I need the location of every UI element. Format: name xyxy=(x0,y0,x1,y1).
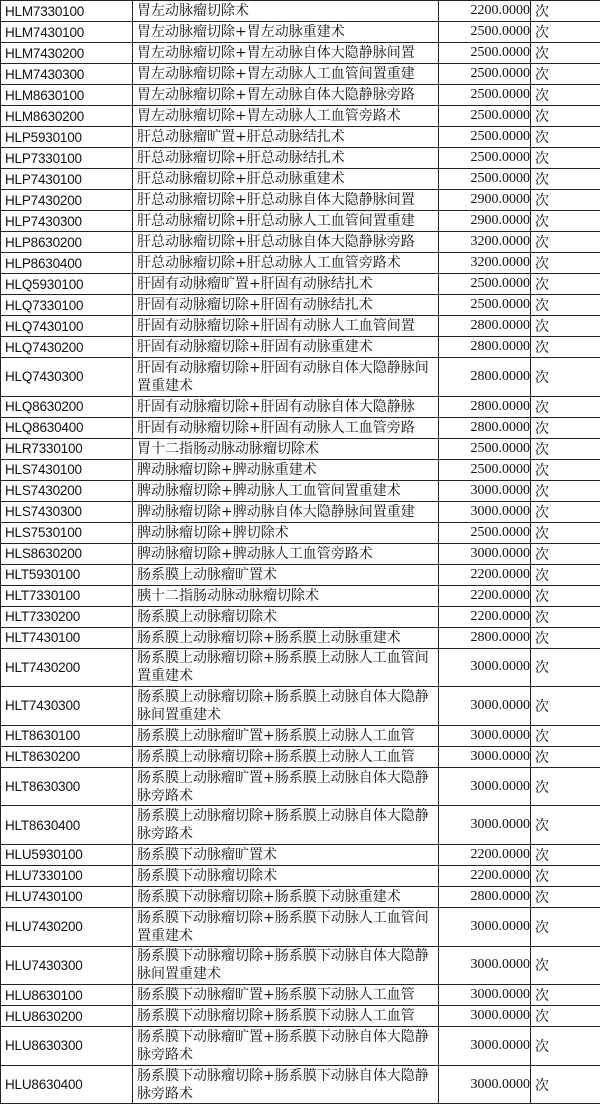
table-row xyxy=(1,907,600,946)
item-price-cell: 2200.0000 xyxy=(439,606,531,627)
item-name-cell: 肠系膜上动脉瘤切除+肠系膜上动脉重建术 xyxy=(133,627,439,648)
item-code-cell: HLP7430200 xyxy=(1,190,133,211)
item-unit-cell: 次 xyxy=(531,190,600,211)
table-row xyxy=(1,627,600,648)
item-name-cell: 胃左动脉瘤切除+胃左动脉重建术 xyxy=(133,22,439,43)
item-name-cell: 肠系膜上动脉瘤切除+肠系膜上动脉人工血管间置重建术 xyxy=(133,648,439,687)
table-row xyxy=(1,253,600,274)
item-unit-cell: 次 xyxy=(531,396,600,417)
item-price-cell: 2200.0000 xyxy=(439,844,531,865)
item-unit-cell: 次 xyxy=(531,585,600,606)
item-unit-cell: 次 xyxy=(531,1006,600,1027)
item-unit-cell: 次 xyxy=(531,1,600,22)
table-row xyxy=(1,480,600,501)
item-unit-cell: 次 xyxy=(531,746,600,767)
item-unit-cell: 次 xyxy=(531,211,600,232)
table-row xyxy=(1,501,600,522)
table-row xyxy=(1,844,600,865)
item-unit-cell: 次 xyxy=(531,946,600,985)
item-unit-cell: 次 xyxy=(531,253,600,274)
item-code-cell: HLP7330100 xyxy=(1,148,133,169)
item-code-cell: HLT7430200 xyxy=(1,648,133,687)
table-row xyxy=(1,459,600,480)
item-name-cell: 脾动脉瘤切除+脾动脉人工血管旁路术 xyxy=(133,543,439,564)
item-price-cell: 3000.0000 xyxy=(439,480,531,501)
item-code-cell: HLU8630300 xyxy=(1,1027,133,1066)
item-code-cell: HLQ7430200 xyxy=(1,337,133,358)
item-code-cell: HLT8630300 xyxy=(1,767,133,806)
item-name-cell: 胰十二指肠动脉动脉瘤切除术 xyxy=(133,585,439,606)
item-price-cell: 2500.0000 xyxy=(439,459,531,480)
table-row xyxy=(1,396,600,417)
item-name-cell: 胃左动脉瘤切除术 xyxy=(133,1,439,22)
item-price-cell: 3000.0000 xyxy=(439,907,531,946)
item-unit-cell: 次 xyxy=(531,85,600,106)
item-unit-cell: 次 xyxy=(531,106,600,127)
item-code-cell: HLS7530100 xyxy=(1,522,133,543)
item-code-cell: HLQ7430300 xyxy=(1,358,133,397)
item-unit-cell: 次 xyxy=(531,767,600,806)
item-code-cell: HLP7430300 xyxy=(1,211,133,232)
table-row xyxy=(1,211,600,232)
table-row xyxy=(1,438,600,459)
item-price-cell: 2500.0000 xyxy=(439,438,531,459)
item-name-cell: 肠系膜下动脉瘤旷置术 xyxy=(133,844,439,865)
table-row xyxy=(1,22,600,43)
table-row xyxy=(1,687,600,726)
item-price-cell: 2500.0000 xyxy=(439,274,531,295)
table-row xyxy=(1,1,600,22)
item-code-cell: HLM7430100 xyxy=(1,22,133,43)
item-unit-cell: 次 xyxy=(531,64,600,85)
item-name-cell: 肠系膜下动脉瘤切除+肠系膜下动脉重建术 xyxy=(133,886,439,907)
item-unit-cell: 次 xyxy=(531,358,600,397)
item-name-cell: 肝固有动脉瘤切除+肝固有动脉人工血管间置 xyxy=(133,316,439,337)
item-name-cell: 肝固有动脉瘤切除+肝固有动脉人工血管旁路 xyxy=(133,417,439,438)
item-price-cell: 2500.0000 xyxy=(439,522,531,543)
item-unit-cell: 次 xyxy=(531,480,600,501)
table-row xyxy=(1,543,600,564)
item-name-cell: 肠系膜下动脉瘤旷置+肠系膜下动脉人工血管 xyxy=(133,985,439,1006)
item-price-cell: 3000.0000 xyxy=(439,725,531,746)
item-name-cell: 肠系膜上动脉瘤旷置+肠系膜上动脉自体大隐静脉旁路术 xyxy=(133,767,439,806)
item-name-cell: 肠系膜上动脉瘤切除+肠系膜上动脉人工血管 xyxy=(133,746,439,767)
item-name-cell: 胃左动脉瘤切除+胃左动脉自体大隐静脉间置 xyxy=(133,43,439,64)
item-price-cell: 3200.0000 xyxy=(439,253,531,274)
item-price-cell: 2800.0000 xyxy=(439,316,531,337)
item-price-cell: 2800.0000 xyxy=(439,886,531,907)
item-name-cell: 肠系膜上动脉瘤旷置+肠系膜上动脉人工血管 xyxy=(133,725,439,746)
item-name-cell: 肝总动脉瘤切除+肝总动脉重建术 xyxy=(133,169,439,190)
item-name-cell: 脾动脉瘤切除+脾切除术 xyxy=(133,522,439,543)
item-unit-cell: 次 xyxy=(531,564,600,585)
table-row xyxy=(1,746,600,767)
item-name-cell: 肠系膜上动脉瘤旷置术 xyxy=(133,564,439,585)
item-name-cell: 脾动脉瘤切除+脾动脉自体大隐静脉间置重建 xyxy=(133,501,439,522)
item-price-cell: 3000.0000 xyxy=(439,946,531,985)
table-row xyxy=(1,946,600,985)
item-code-cell: HLM8630200 xyxy=(1,106,133,127)
item-name-cell: 肝固有动脉瘤切除+肝固有动脉自体大隐静脉间置重建术 xyxy=(133,358,439,397)
item-price-cell: 3000.0000 xyxy=(439,1065,531,1104)
item-unit-cell: 次 xyxy=(531,687,600,726)
table-row xyxy=(1,190,600,211)
table-row xyxy=(1,585,600,606)
item-price-cell: 2500.0000 xyxy=(439,148,531,169)
item-unit-cell: 次 xyxy=(531,522,600,543)
item-price-cell: 3000.0000 xyxy=(439,648,531,687)
item-name-cell: 肠系膜下动脉瘤切除术 xyxy=(133,865,439,886)
item-price-cell: 2900.0000 xyxy=(439,190,531,211)
item-price-cell: 2500.0000 xyxy=(439,169,531,190)
item-name-cell: 肝总动脉瘤切除+肝总动脉自体大隐静脉旁路 xyxy=(133,232,439,253)
item-code-cell: HLS8630200 xyxy=(1,543,133,564)
item-code-cell: HLP8630200 xyxy=(1,232,133,253)
item-code-cell: HLM8630100 xyxy=(1,85,133,106)
item-code-cell: HLU8630200 xyxy=(1,1006,133,1027)
item-unit-cell: 次 xyxy=(531,295,600,316)
table-row xyxy=(1,232,600,253)
item-price-cell: 2500.0000 xyxy=(439,106,531,127)
item-code-cell: HLS7430100 xyxy=(1,459,133,480)
item-name-cell: 肠系膜上动脉瘤切除+肠系膜上动脉自体大隐静脉间置重建术 xyxy=(133,687,439,726)
item-unit-cell: 次 xyxy=(531,438,600,459)
item-price-cell: 2500.0000 xyxy=(439,295,531,316)
item-unit-cell: 次 xyxy=(531,606,600,627)
table-row xyxy=(1,85,600,106)
item-name-cell: 肠系膜下动脉瘤旷置+肠系膜下动脉自体大隐静脉旁路术 xyxy=(133,1027,439,1066)
table-row xyxy=(1,725,600,746)
table-row xyxy=(1,886,600,907)
item-unit-cell: 次 xyxy=(531,501,600,522)
table-row xyxy=(1,564,600,585)
item-name-cell: 肝总动脉瘤切除+肝总动脉结扎术 xyxy=(133,148,439,169)
item-unit-cell: 次 xyxy=(531,806,600,845)
item-code-cell: HLT7430300 xyxy=(1,687,133,726)
item-name-cell: 肝总动脉瘤切除+肝总动脉自体大隐静脉间置 xyxy=(133,190,439,211)
item-code-cell: HLQ7430100 xyxy=(1,316,133,337)
table-row xyxy=(1,648,600,687)
item-price-cell: 3000.0000 xyxy=(439,767,531,806)
item-price-cell: 2800.0000 xyxy=(439,337,531,358)
item-code-cell: HLU8630100 xyxy=(1,985,133,1006)
table-row xyxy=(1,417,600,438)
item-code-cell: HLP5930100 xyxy=(1,127,133,148)
table-row xyxy=(1,606,600,627)
item-code-cell: HLT7430100 xyxy=(1,627,133,648)
item-price-cell: 3000.0000 xyxy=(439,501,531,522)
item-name-cell: 胃十二指肠动脉动脉瘤切除术 xyxy=(133,438,439,459)
item-unit-cell: 次 xyxy=(531,337,600,358)
item-price-cell: 2500.0000 xyxy=(439,43,531,64)
item-code-cell: HLQ8630200 xyxy=(1,396,133,417)
item-name-cell: 肠系膜下动脉瘤切除+肠系膜下动脉人工血管 xyxy=(133,1006,439,1027)
item-code-cell: HLU8630400 xyxy=(1,1065,133,1104)
item-price-cell: 2800.0000 xyxy=(439,627,531,648)
item-code-cell: HLT5930100 xyxy=(1,564,133,585)
item-price-cell: 2800.0000 xyxy=(439,417,531,438)
item-price-cell: 2800.0000 xyxy=(439,396,531,417)
item-code-cell: HLP8630400 xyxy=(1,253,133,274)
item-code-cell: HLM7330100 xyxy=(1,1,133,22)
table-row xyxy=(1,106,600,127)
item-name-cell: 肠系膜上动脉瘤切除术 xyxy=(133,606,439,627)
item-code-cell: HLS7430300 xyxy=(1,501,133,522)
item-name-cell: 脾动脉瘤切除+脾动脉人工血管间置重建术 xyxy=(133,480,439,501)
item-unit-cell: 次 xyxy=(531,459,600,480)
table-row xyxy=(1,865,600,886)
table-row xyxy=(1,64,600,85)
item-name-cell: 肝固有动脉瘤切除+肝固有动脉重建术 xyxy=(133,337,439,358)
item-unit-cell: 次 xyxy=(531,1027,600,1066)
table-row xyxy=(1,985,600,1006)
item-price-cell: 2800.0000 xyxy=(439,358,531,397)
table-row xyxy=(1,767,600,806)
table-row xyxy=(1,43,600,64)
item-unit-cell: 次 xyxy=(531,627,600,648)
item-name-cell: 肠系膜下动脉瘤切除+肠系膜下动脉自体大隐静脉旁路术 xyxy=(133,1065,439,1104)
item-price-cell: 2500.0000 xyxy=(439,22,531,43)
item-code-cell: HLQ7330100 xyxy=(1,295,133,316)
item-price-cell: 2500.0000 xyxy=(439,127,531,148)
item-price-cell: 3200.0000 xyxy=(439,232,531,253)
item-code-cell: HLU7430200 xyxy=(1,907,133,946)
item-code-cell: HLT8630200 xyxy=(1,746,133,767)
table-row xyxy=(1,358,600,397)
item-code-cell: HLT7330100 xyxy=(1,585,133,606)
table-row xyxy=(1,806,600,845)
item-unit-cell: 次 xyxy=(531,844,600,865)
fee-table-body xyxy=(1,1,600,1104)
table-row xyxy=(1,127,600,148)
item-unit-cell: 次 xyxy=(531,127,600,148)
item-unit-cell: 次 xyxy=(531,725,600,746)
item-price-cell: 3000.0000 xyxy=(439,1006,531,1027)
item-unit-cell: 次 xyxy=(531,232,600,253)
item-price-cell: 3000.0000 xyxy=(439,543,531,564)
item-code-cell: HLU7430300 xyxy=(1,946,133,985)
item-price-cell: 2200.0000 xyxy=(439,1,531,22)
item-unit-cell: 次 xyxy=(531,22,600,43)
item-price-cell: 3000.0000 xyxy=(439,687,531,726)
item-code-cell: HLQ8630400 xyxy=(1,417,133,438)
item-code-cell: HLM7430300 xyxy=(1,64,133,85)
table-row xyxy=(1,274,600,295)
item-unit-cell: 次 xyxy=(531,985,600,1006)
item-unit-cell: 次 xyxy=(531,886,600,907)
item-price-cell: 2200.0000 xyxy=(439,585,531,606)
item-unit-cell: 次 xyxy=(531,169,600,190)
item-code-cell: HLU7430100 xyxy=(1,886,133,907)
item-unit-cell: 次 xyxy=(531,648,600,687)
item-name-cell: 脾动脉瘤切除+脾动脉重建术 xyxy=(133,459,439,480)
item-name-cell: 胃左动脉瘤切除+胃左动脉人工血管旁路术 xyxy=(133,106,439,127)
item-price-cell: 3000.0000 xyxy=(439,985,531,1006)
item-code-cell: HLR7330100 xyxy=(1,438,133,459)
item-unit-cell: 次 xyxy=(531,148,600,169)
table-row xyxy=(1,148,600,169)
item-unit-cell: 次 xyxy=(531,907,600,946)
item-unit-cell: 次 xyxy=(531,865,600,886)
item-price-cell: 2900.0000 xyxy=(439,211,531,232)
item-name-cell: 肠系膜下动脉瘤切除+肠系膜下动脉自体大隐静脉间置重建术 xyxy=(133,946,439,985)
item-unit-cell: 次 xyxy=(531,417,600,438)
item-name-cell: 胃左动脉瘤切除+胃左动脉人工血管间置重建 xyxy=(133,64,439,85)
item-price-cell: 2200.0000 xyxy=(439,865,531,886)
item-unit-cell: 次 xyxy=(531,316,600,337)
table-row xyxy=(1,522,600,543)
item-price-cell: 2500.0000 xyxy=(439,85,531,106)
item-unit-cell: 次 xyxy=(531,1065,600,1104)
item-unit-cell: 次 xyxy=(531,43,600,64)
item-code-cell: HLU7330100 xyxy=(1,865,133,886)
item-code-cell: HLT8630400 xyxy=(1,806,133,845)
item-price-cell: 2500.0000 xyxy=(439,64,531,85)
item-name-cell: 肝总动脉瘤旷置+肝总动脉结扎术 xyxy=(133,127,439,148)
item-price-cell: 2200.0000 xyxy=(439,564,531,585)
item-name-cell: 肝固有动脉瘤切除+肝固有动脉结扎术 xyxy=(133,295,439,316)
item-code-cell: HLU5930100 xyxy=(1,844,133,865)
item-unit-cell: 次 xyxy=(531,543,600,564)
item-code-cell: HLM7430200 xyxy=(1,43,133,64)
table-row xyxy=(1,1006,600,1027)
table-row xyxy=(1,337,600,358)
table-row xyxy=(1,295,600,316)
item-price-cell: 3000.0000 xyxy=(439,806,531,845)
item-unit-cell: 次 xyxy=(531,274,600,295)
item-name-cell: 肠系膜下动脉瘤切除+肠系膜下动脉人工血管间置重建术 xyxy=(133,907,439,946)
table-row xyxy=(1,1065,600,1104)
item-name-cell: 肝总动脉瘤切除+肝总动脉人工血管旁路术 xyxy=(133,253,439,274)
item-code-cell: HLQ5930100 xyxy=(1,274,133,295)
table-row xyxy=(1,1027,600,1066)
item-name-cell: 肝固有动脉瘤旷置+肝固有动脉结扎术 xyxy=(133,274,439,295)
item-code-cell: HLS7430200 xyxy=(1,480,133,501)
item-code-cell: HLT7330200 xyxy=(1,606,133,627)
item-price-cell: 3000.0000 xyxy=(439,1027,531,1066)
table-row xyxy=(1,316,600,337)
table-row xyxy=(1,169,600,190)
item-price-cell: 3000.0000 xyxy=(439,746,531,767)
item-name-cell: 肠系膜上动脉瘤切除+肠系膜上动脉自体大隐静脉旁路术 xyxy=(133,806,439,845)
item-name-cell: 肝固有动脉瘤切除+肝固有动脉自体大隐静脉 xyxy=(133,396,439,417)
item-code-cell: HLT8630100 xyxy=(1,725,133,746)
item-name-cell: 肝总动脉瘤切除+肝总动脉人工血管间置重建 xyxy=(133,211,439,232)
item-code-cell: HLP7430100 xyxy=(1,169,133,190)
item-name-cell: 胃左动脉瘤切除+胃左动脉自体大隐静脉旁路 xyxy=(133,85,439,106)
